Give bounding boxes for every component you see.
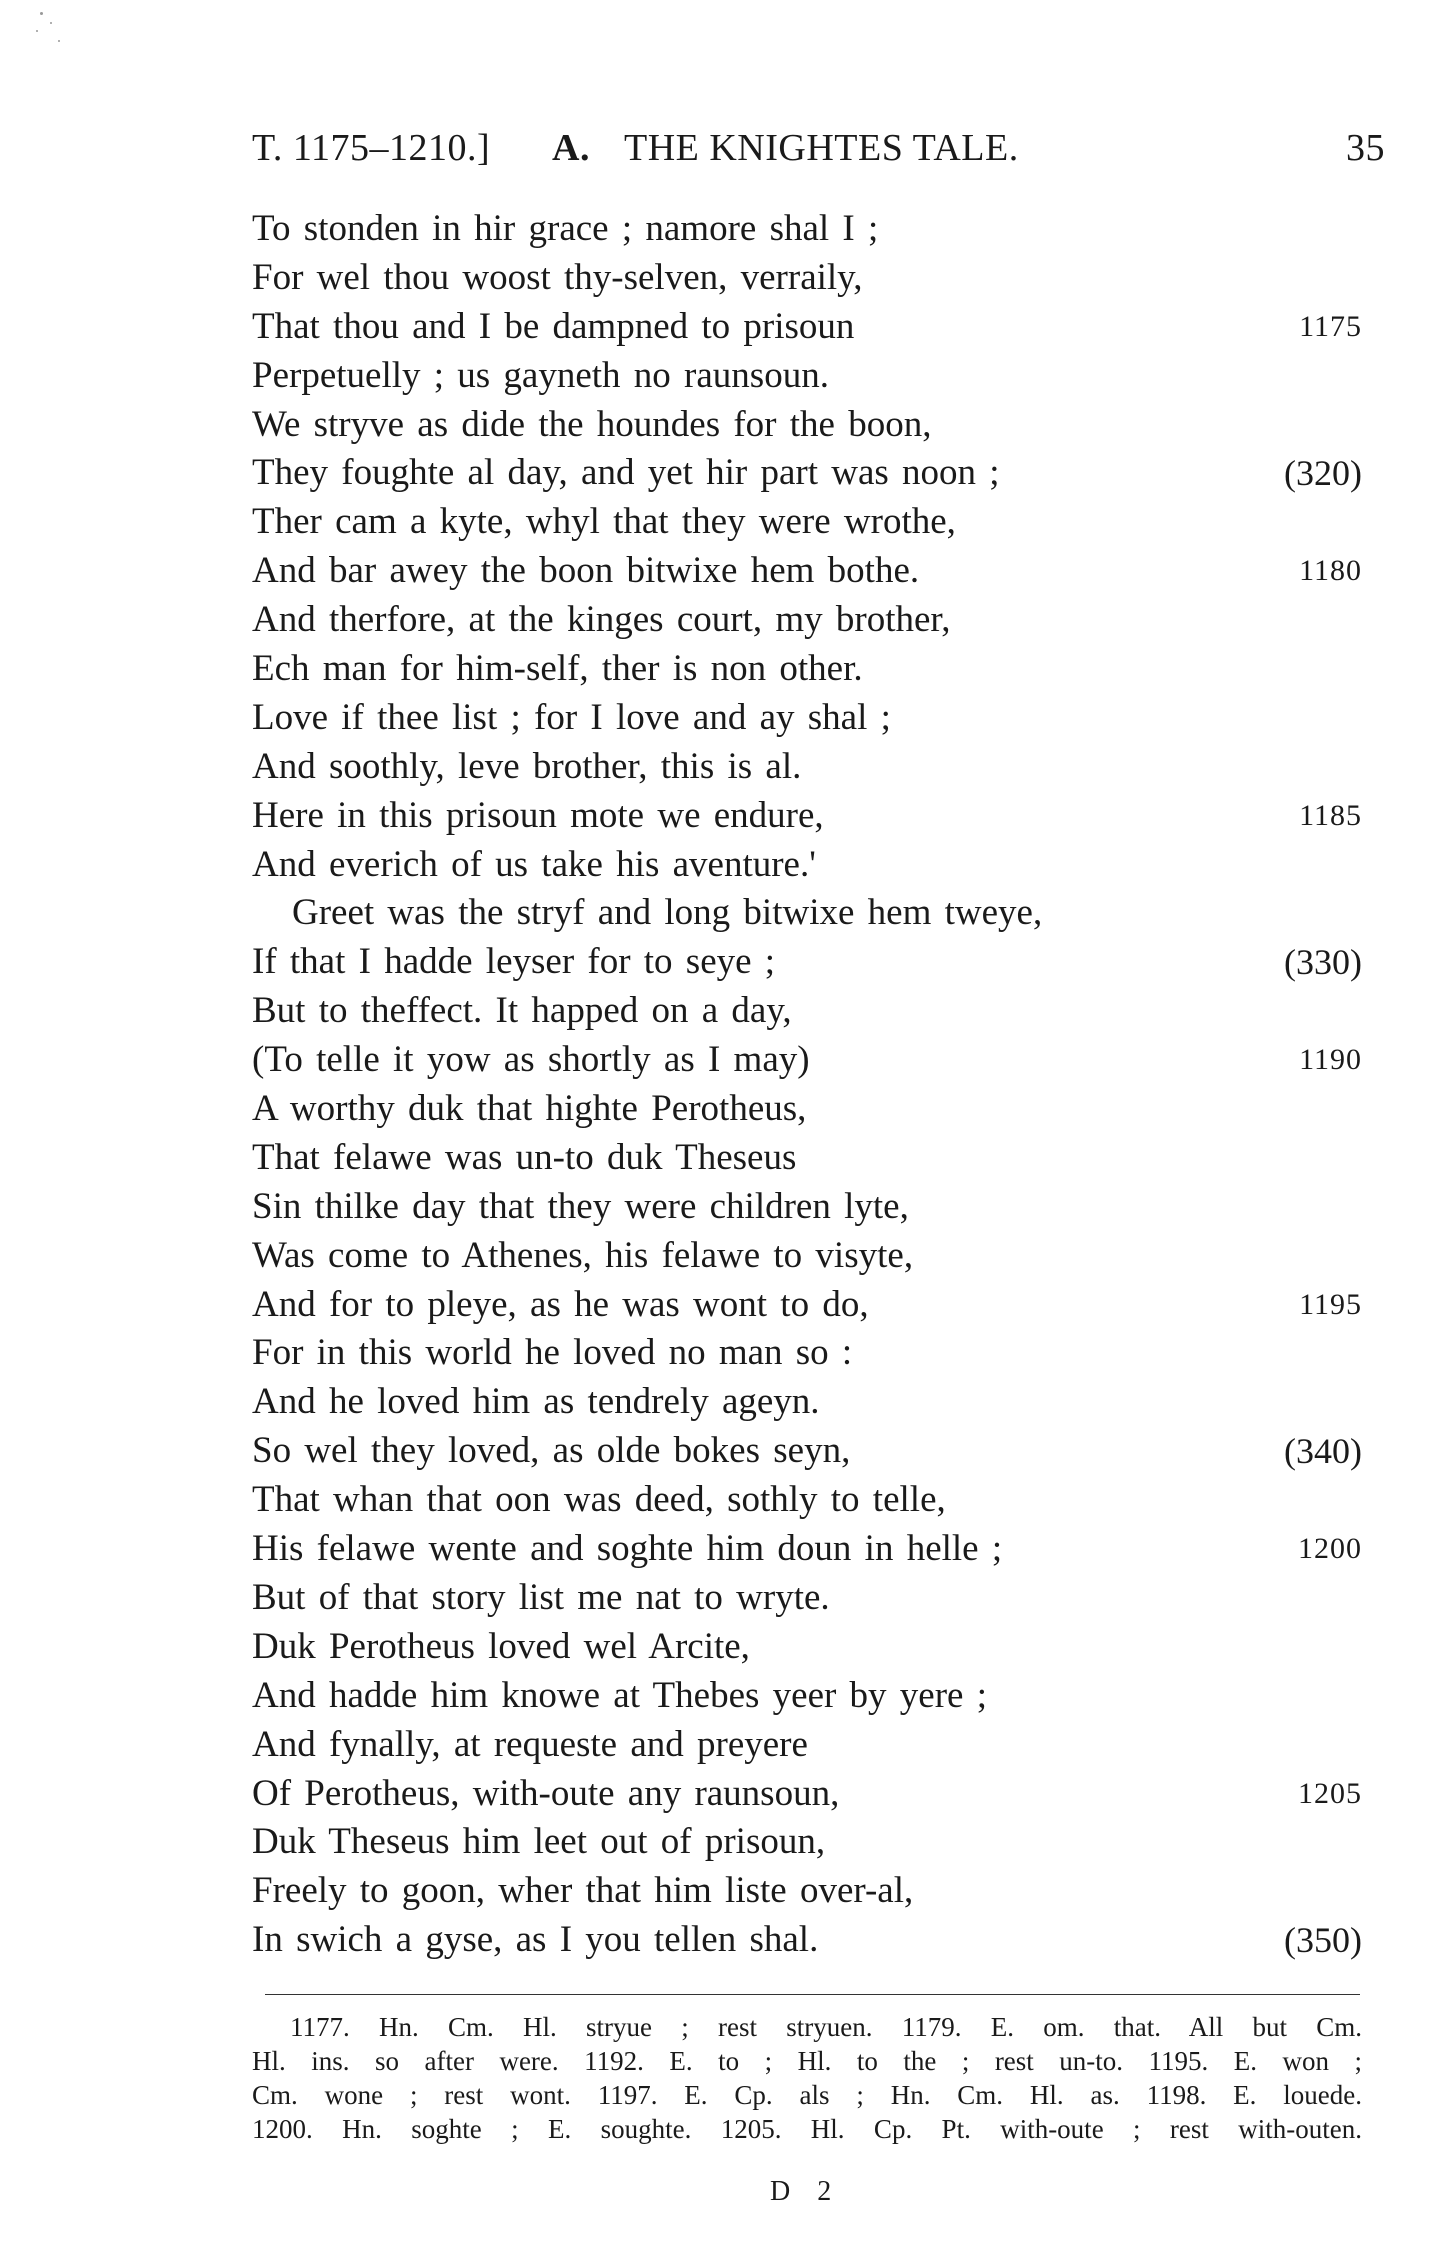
footnote-line: 1200. Hn. soghte ; E. soughte. 1205. Hl. Cp. Pt. with-oute ; rest with-outen. bbox=[252, 2114, 1362, 2144]
verse-text: They foughte al day, and yet hir part was noon ; bbox=[252, 452, 1000, 494]
verse-line bbox=[252, 645, 1362, 694]
verse-line bbox=[252, 1183, 1362, 1232]
verse-text: Here in this prisoun mote we endure, bbox=[252, 794, 824, 836]
footnote-rule bbox=[265, 1994, 1360, 1995]
verse-line bbox=[252, 1672, 1362, 1721]
footnotes bbox=[252, 2010, 1362, 2146]
page-number: 35 bbox=[1346, 127, 1385, 169]
verse-text: That thou and I be dampned to prisoun bbox=[252, 305, 855, 347]
verse-text: Ther cam a kyte, whyl that they were wrothe, bbox=[252, 501, 956, 543]
verse-line bbox=[252, 205, 1362, 254]
verse-line bbox=[252, 596, 1362, 645]
verse-line bbox=[252, 1525, 1362, 1574]
verse-text: And everich of us take his aventure.' bbox=[252, 843, 816, 885]
verse-text: For in this world he loved no man so : bbox=[252, 1332, 853, 1374]
page-title: THE KNIGHTES TALE. bbox=[624, 127, 1019, 169]
verse-line bbox=[252, 1818, 1362, 1867]
verse-text: And he loved him as tendrely ageyn. bbox=[252, 1381, 820, 1423]
verse-text: And bar awey the boon bitwixe hem bothe. bbox=[252, 550, 920, 592]
verse-text: Ech man for him-self, ther is non other. bbox=[252, 648, 863, 690]
verse-text: Perpetuelly ; us gayneth no raunsoun. bbox=[252, 354, 829, 396]
verse-line bbox=[252, 841, 1362, 890]
verse-line bbox=[252, 498, 1362, 547]
verse-line bbox=[252, 889, 1362, 938]
signature-mark: D 2 bbox=[770, 2176, 842, 2207]
verse-text: Sin thilke day that they were children lyte, bbox=[252, 1185, 909, 1227]
verse-line bbox=[252, 1574, 1362, 1623]
poem-text bbox=[252, 205, 1362, 1965]
verse-line bbox=[252, 1378, 1362, 1427]
verse-line bbox=[252, 1867, 1362, 1916]
line-number: 1205 bbox=[1298, 1776, 1362, 1810]
line-number: 1195 bbox=[1299, 1287, 1362, 1321]
line-number: 1175 bbox=[1299, 309, 1362, 343]
verse-line bbox=[252, 1721, 1362, 1770]
verse-text: Was come to Athenes, his felawe to visyte, bbox=[252, 1234, 914, 1276]
verse-line bbox=[252, 254, 1362, 303]
verse-line bbox=[252, 1329, 1362, 1378]
scan-speck bbox=[50, 22, 52, 24]
verse-text: His felawe wente and soghte him doun in helle ; bbox=[252, 1528, 1003, 1570]
line-number: (330) bbox=[1284, 942, 1362, 983]
verse-line bbox=[252, 1085, 1362, 1134]
line-number: 1200 bbox=[1298, 1532, 1362, 1566]
section-letter: A. bbox=[552, 127, 590, 169]
verse-text: To stonden in hir grace ; namore shal I ; bbox=[252, 208, 879, 249]
verse-line bbox=[252, 1134, 1362, 1183]
verse-line bbox=[252, 1036, 1362, 1085]
line-range: T. 1175–1210.] bbox=[252, 127, 491, 169]
verse-text: That felawe was un-to duk Theseus bbox=[252, 1136, 797, 1178]
verse-text: So wel they loved, as olde bokes seyn, bbox=[252, 1430, 851, 1472]
verse-text: But to theffect. It happed on a day, bbox=[252, 990, 792, 1032]
verse-line bbox=[252, 987, 1362, 1036]
verse-line bbox=[252, 401, 1362, 450]
verse-text: A worthy duk that highte Perotheus, bbox=[252, 1088, 807, 1130]
scan-speck bbox=[40, 12, 43, 15]
scan-speck bbox=[58, 40, 60, 42]
verse-line bbox=[252, 1770, 1362, 1819]
footnote-line: Cm. wone ; rest wont. 1197. E. Cp. als ; Hn. Cm. Hl. as. 1198. E. louede. bbox=[252, 2080, 1362, 2110]
verse-line bbox=[252, 449, 1362, 498]
verse-text: And hadde him knowe at Thebes yeer by yere ; bbox=[252, 1674, 988, 1716]
running-header bbox=[252, 118, 1385, 178]
footnote-line: Hl. ins. so after were. 1192. E. to ; Hl. to the ; rest un-to. 1195. E. won ; bbox=[252, 2046, 1362, 2076]
verse-line bbox=[252, 1623, 1362, 1672]
line-number: 1180 bbox=[1299, 554, 1362, 588]
verse-line bbox=[252, 1232, 1362, 1281]
verse-text: In swich a gyse, as I you tellen shal. bbox=[252, 1919, 819, 1961]
verse-line bbox=[252, 792, 1362, 841]
verse-text: Greet was the stryf and long bitwixe hem tweye, bbox=[292, 892, 1043, 934]
verse-line bbox=[252, 352, 1362, 401]
line-number: 1190 bbox=[1299, 1043, 1362, 1077]
verse-text: (To telle it yow as shortly as I may) bbox=[252, 1039, 810, 1081]
footnote-line: 1177. Hn. Cm. Hl. stryue ; rest stryuen. 1179. E. om. that. All but Cm. bbox=[290, 2012, 1362, 2042]
line-number: (320) bbox=[1284, 453, 1362, 494]
verse-text: And for to pleye, as he was wont to do, bbox=[252, 1283, 869, 1325]
verse-line bbox=[252, 1281, 1362, 1330]
verse-text: And soothly, leve brother, this is al. bbox=[252, 745, 802, 787]
verse-line bbox=[252, 303, 1362, 352]
verse-text: Love if thee list ; for I love and ay shal ; bbox=[252, 696, 891, 738]
verse-line bbox=[252, 694, 1362, 743]
verse-text: Duk Perotheus loved wel Arcite, bbox=[252, 1625, 750, 1667]
verse-line bbox=[252, 547, 1362, 596]
verse-line bbox=[252, 1427, 1362, 1476]
verse-line bbox=[252, 1916, 1362, 1965]
scan-speck bbox=[36, 30, 38, 32]
verse-text: And fynally, at requeste and preyere bbox=[252, 1723, 808, 1765]
verse-text: We stryve as dide the houndes for the boon, bbox=[252, 403, 932, 445]
verse-text: For wel thou woost thy-selven, verraily, bbox=[252, 256, 863, 298]
verse-line bbox=[252, 743, 1362, 792]
line-number: 1185 bbox=[1299, 798, 1362, 832]
verse-line bbox=[252, 938, 1362, 987]
line-number: (350) bbox=[1284, 1920, 1362, 1961]
verse-text: If that I hadde leyser for to seye ; bbox=[252, 941, 776, 983]
verse-text: Freely to goon, wher that him liste over-al, bbox=[252, 1870, 914, 1912]
verse-text: But of that story list me nat to wryte. bbox=[252, 1576, 830, 1618]
verse-text: Of Perotheus, with-oute any raunsoun, bbox=[252, 1772, 840, 1814]
verse-line bbox=[252, 1476, 1362, 1525]
verse-text: And therfore, at the kinges court, my brother, bbox=[252, 599, 951, 641]
verse-text: That whan that oon was deed, sothly to telle, bbox=[252, 1479, 946, 1521]
verse-text: Duk Theseus him leet out of prisoun, bbox=[252, 1821, 826, 1863]
line-number: (340) bbox=[1284, 1431, 1362, 1472]
